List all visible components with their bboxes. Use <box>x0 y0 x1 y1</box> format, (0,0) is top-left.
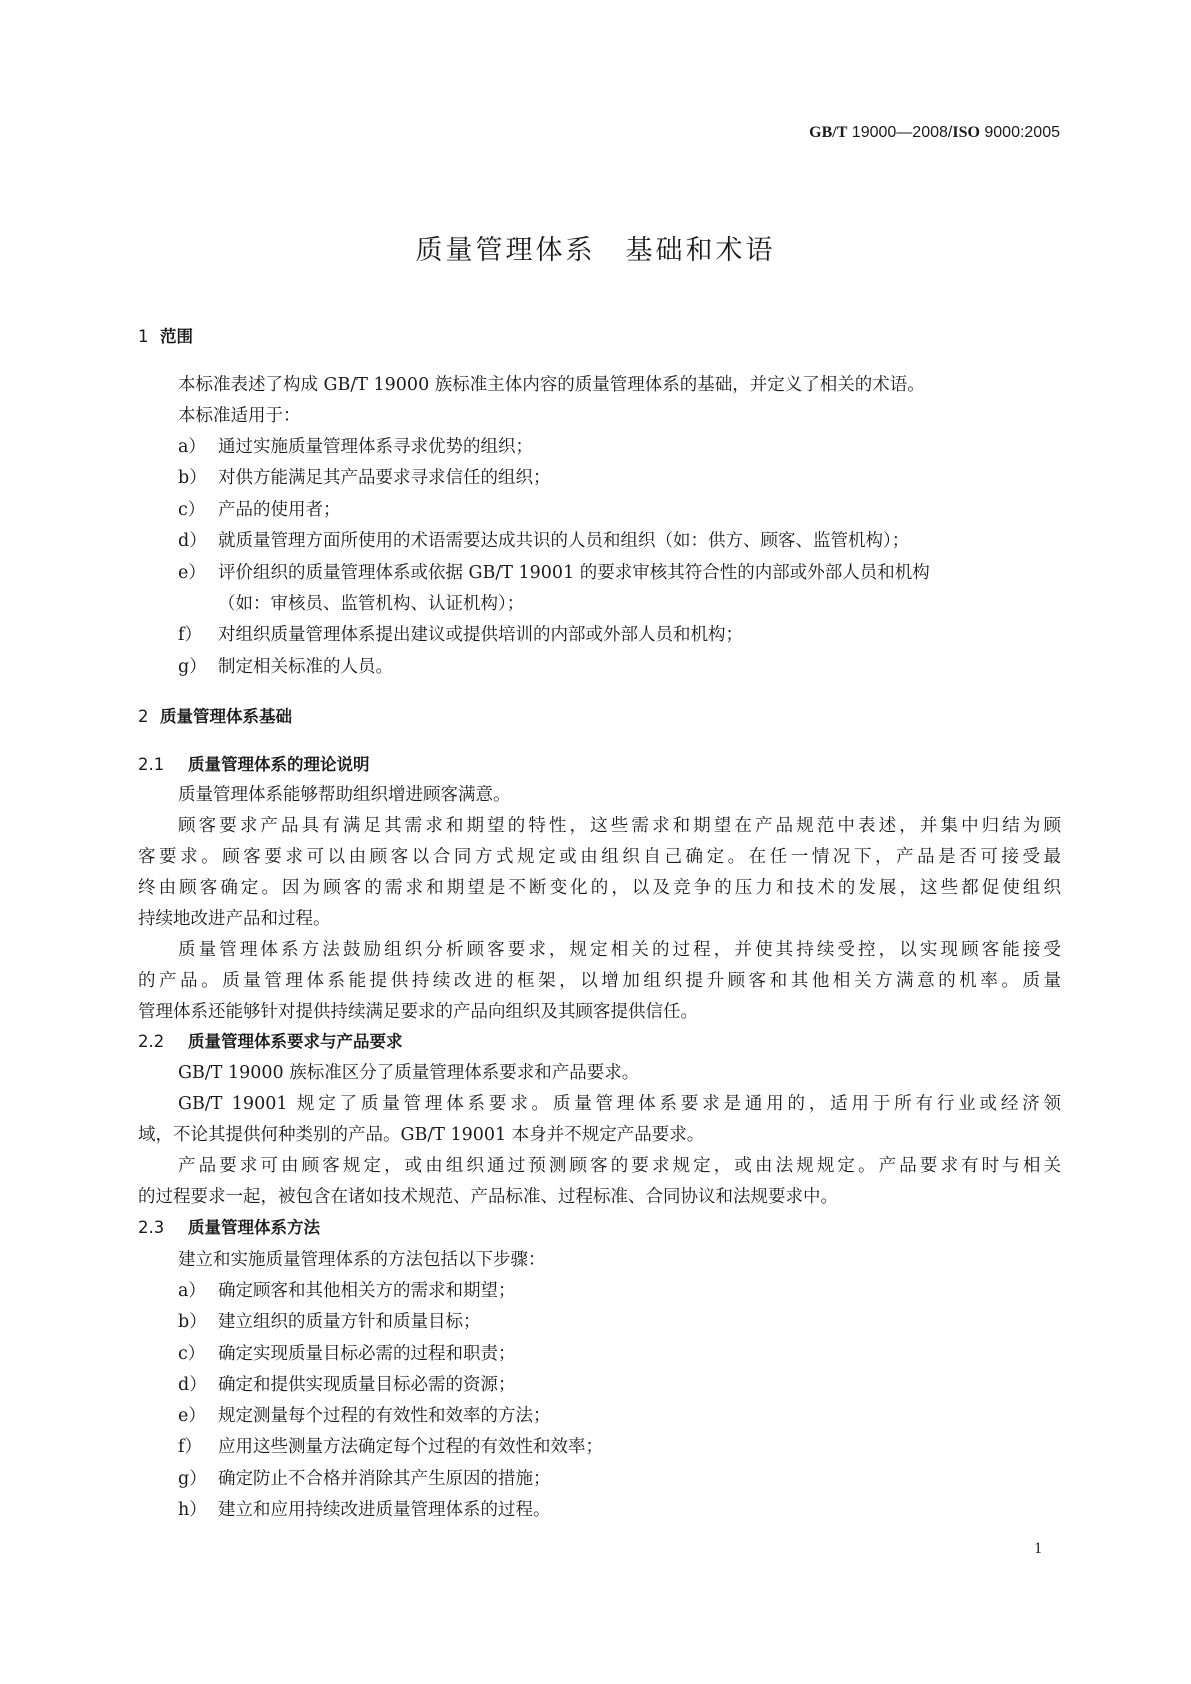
list-text: 规定测量每个过程的有效性和效率的方法； <box>218 1406 551 1426</box>
list-text: 就质量管理方面所使用的术语需要达成共识的人员和组织（如：供方、顾客、监管机构）； <box>218 531 910 551</box>
paragraph-line: 质量管理体系能够帮助组织增进顾客满意。 <box>178 785 511 805</box>
subsection-number: 2.2 <box>138 1032 165 1051</box>
list-item <box>178 1406 551 1426</box>
list-label: b） <box>178 1312 207 1332</box>
list-item <box>178 1281 516 1301</box>
paragraph-line: 持续地改进产品和过程。 <box>138 909 331 929</box>
list-label: e） <box>178 563 206 583</box>
list-label: d） <box>178 1375 207 1395</box>
list-label: d） <box>178 531 207 551</box>
list-text: 建立组织的质量方针和质量目标； <box>218 1312 481 1332</box>
subsection-number: 2.3 <box>138 1218 165 1237</box>
list-label: c） <box>178 1344 206 1364</box>
list-text: 应用这些测量方法确定每个过程的有效性和效率； <box>218 1437 603 1457</box>
section-1-heading <box>138 327 193 347</box>
list-text: 产品的使用者； <box>218 500 341 520</box>
section-title: 质量管理体系基础 <box>160 707 292 726</box>
list-text: 对组织质量管理体系提出建议或提供培训的内部或外部人员和机构； <box>218 625 743 645</box>
list-label: a） <box>178 1281 206 1301</box>
paragraph-line: 域，不论其提供何种类别的产品。GB/T 19001 本身并不规定产品要求。 <box>138 1125 705 1145</box>
section-number: 1 <box>138 327 149 346</box>
list-label: a） <box>178 437 206 457</box>
subsection-title: 质量管理体系的理论说明 <box>188 755 370 774</box>
paragraph-line: 客要求。顾客要求可以由顾客以合同方式规定或由组织自己确定。在任一情况下，产品是否可接受最 <box>138 847 1061 867</box>
list-item <box>178 1312 481 1332</box>
list-label: e） <box>178 1406 206 1426</box>
list-item <box>178 468 551 488</box>
standard-code-gbt: GB/T <box>809 124 848 141</box>
paragraph-line: GB/T 19000 族标准区分了质量管理体系要求和产品要求。 <box>178 1063 640 1083</box>
list-item <box>178 625 743 645</box>
section-2-heading <box>138 707 292 727</box>
list-text: 确定实现质量目标必需的过程和职责； <box>218 1344 516 1364</box>
paragraph-line: 的过程要求一起，被包含在诸如技术规范、产品标准、过程标准、合同协议和法规要求中。 <box>138 1187 838 1207</box>
list-text: 确定防止不合格并消除其产生原因的措施； <box>218 1469 551 1489</box>
page-number: 1 <box>1034 1540 1042 1557</box>
list-item <box>178 1437 603 1457</box>
list-label: h） <box>178 1500 207 1520</box>
standard-code <box>809 124 1060 142</box>
subsection-2-3-heading <box>138 1218 320 1238</box>
list-item-continuation: （如：审核员、监管机构、认证机构）； <box>218 594 525 614</box>
subsection-title: 质量管理体系要求与产品要求 <box>188 1032 403 1051</box>
list-label: g） <box>178 1469 207 1489</box>
list-label: c） <box>178 500 206 520</box>
subsection-number: 2.1 <box>138 755 165 774</box>
paragraph-line: 管理体系还能够针对提供持续满足要求的产品向组织及其顾客提供信任。 <box>138 1002 698 1022</box>
list-item <box>178 1500 551 1520</box>
paragraph-line: GB/T 19001 规定了质量管理体系要求。质量管理体系要求是通用的，适用于所有行业或经济领 <box>178 1094 1061 1114</box>
list-text: 建立和应用持续改进质量管理体系的过程。 <box>218 1500 551 1520</box>
paragraph: 本标准表述了构成 GB/T 19000 族标准主体内容的质量管理体系的基础，并定义了相关的术语。 <box>178 375 925 395</box>
list-item <box>178 1469 551 1489</box>
list-item <box>178 500 341 520</box>
list-text: 评价组织的质量管理体系或依据 GB/T 19001 的要求审核其符合性的内部或外部人员和机构 <box>218 563 930 583</box>
document-title: 质量管理体系 基础和术语 <box>415 235 776 266</box>
paragraph-line: 建立和实施质量管理体系的方法包括以下步骤： <box>178 1250 546 1270</box>
list-item <box>178 531 909 551</box>
list-label: g） <box>178 657 207 677</box>
standard-code-number: 19000—2008/ <box>847 124 953 141</box>
list-text: 通过实施质量管理体系寻求优势的组织； <box>218 437 533 457</box>
list-text: 制定相关标准的人员。 <box>218 657 393 677</box>
paragraph-line: 产品要求可由顾客规定，或由组织通过预测顾客的要求规定，或由法规规定。产品要求有时与相关 <box>178 1156 1061 1176</box>
list-item <box>178 1344 516 1364</box>
paragraph-line: 的产品。质量管理体系能提供持续改进的框架，以增加组织提升顾客和其他相关方满意的机率。质量 <box>138 971 1061 991</box>
list-label: f） <box>178 625 202 645</box>
paragraph-line: 终由顾客确定。因为顾客的需求和期望是不断变化的，以及竞争的压力和技术的发展，这些都促使组织 <box>138 878 1061 898</box>
subsection-title: 质量管理体系方法 <box>188 1218 320 1237</box>
list-item <box>178 1375 516 1395</box>
list-item <box>178 563 930 583</box>
list-item <box>178 657 393 677</box>
subsection-2-1-heading <box>138 755 370 775</box>
subsection-2-2-heading <box>138 1032 403 1052</box>
section-number: 2 <box>138 707 149 726</box>
standard-code-iso-number: 9000:2005 <box>979 124 1060 141</box>
list-text: 确定顾客和其他相关方的需求和期望； <box>218 1281 516 1301</box>
paragraph: 本标准适用于： <box>178 406 301 426</box>
paragraph-line: 顾客要求产品具有满足其需求和期望的特性，这些需求和期望在产品规范中表述，并集中归结为顾 <box>178 816 1061 836</box>
list-item <box>178 437 533 457</box>
list-text: 对供方能满足其产品要求寻求信任的组织； <box>218 468 551 488</box>
list-label: b） <box>178 468 207 488</box>
section-title: 范围 <box>160 327 193 346</box>
paragraph-line: 质量管理体系方法鼓励组织分析顾客要求，规定相关的过程，并使其持续受控，以实现顾客能接受 <box>178 940 1061 960</box>
list-label: f） <box>178 1437 202 1457</box>
standard-code-iso: ISO <box>952 124 980 141</box>
list-text: 确定和提供实现质量目标必需的资源； <box>218 1375 516 1395</box>
